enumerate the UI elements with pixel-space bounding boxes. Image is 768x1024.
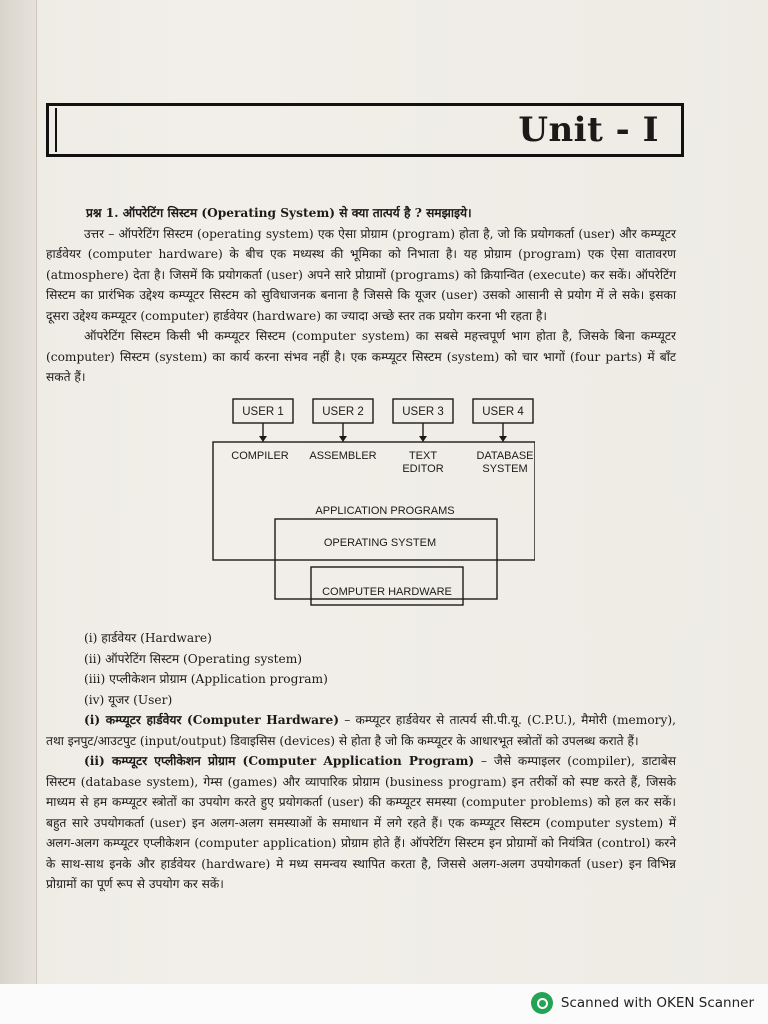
answer-paragraph-1: उत्तर – ऑपरेटिंग सिस्टम (operating system) एक ऐसा प्रोग्राम (program) होता है, जो कि प्रयोगकर्ता (user) और कम्प्यूटर हार्डवेयर (computer hardware) के बीच एक मध्यस्थ की भूमिका को निभाता है। यह प्रोग्राम (program) एक ऐसा वातावरण (atmosphere) देता है। जिसमें कि प्रयोगकर्ता (user) अपने सारे प्रोग्रामों (programs) को क्रियान्वित (execute) कर सकें। ऑपरेटिंग सिस्टम का प्रारंभिक उद्देश्य कम्प्यूटर सिस्टम को सुविधाजनक बनाना है जिससे कि यूजर (user) उसको आसानी से प्रयोग में ले सके। इसका दूसरा उद्देश्य कम्प्यूटर (computer) हार्डवेयर (hardware) का ज्यादा अच्छे स्तर तक प्रयोग करना भी रहता है। — [46, 226, 676, 323]
user-1-label: USER 1 — [242, 406, 284, 418]
computer-system-diagram — [205, 396, 535, 611]
question-answer-block — [46, 203, 676, 388]
software-label: COMPILER — [231, 450, 289, 462]
list-item: (iv) यूजर (User) — [84, 692, 173, 707]
application-section — [46, 751, 676, 895]
parts-list — [84, 628, 328, 710]
operating-system-label: OPERATING SYSTEM — [323, 537, 437, 549]
application-heading: (ii) कम्प्यूटर एप्लीकेशन प्रोग्राम (Computer Application Program) — [84, 754, 475, 768]
user-3-label: USER 3 — [402, 406, 444, 418]
hardware-heading: (i) कम्प्यूटर हार्डवेयर (Computer Hardware) — [84, 713, 339, 727]
question-heading: प्रश्न 1. ऑपरेटिंग सिस्टम (Operating System) से क्या तात्पर्य है ? समझाइये। — [86, 206, 472, 220]
unit-title: Unit - I — [518, 110, 659, 150]
scanner-watermark — [531, 992, 754, 1014]
software-label: TEXT EDITOR — [402, 450, 444, 475]
software-label: DATABASE SYSTEM — [476, 450, 534, 475]
oken-scanner-logo-icon — [531, 992, 553, 1014]
adjacent-page-edge — [0, 0, 37, 984]
answer-paragraph-2: ऑपरेटिंग सिस्टम किसी भी कम्प्यूटर सिस्टम (computer system) का सबसे महत्त्वपूर्ण भाग होता है, जिसके बिना कम्प्यूटर (computer) सिस्टम (system) का कार्य करना संभव नहीं है। एक कम्प्यूटर सिस्टम (system) को चार भागों (four parts) में बाँट सकते हैं। — [46, 329, 676, 384]
list-item: (iii) एप्लीकेशन प्रोग्राम (Application program) — [84, 672, 328, 686]
software-label: ASSEMBLER — [309, 450, 377, 462]
computer-hardware-label: COMPUTER HARDWARE — [322, 586, 452, 598]
application-programs-label: APPLICATION PROGRAMS — [315, 505, 455, 517]
list-item: (i) हार्डवेयर (Hardware) — [84, 631, 212, 645]
user-2-label: USER 2 — [322, 406, 364, 418]
hardware-text: – कम्प्यूटर हार्डवेयर से तात्पर्य सी.पी.यू. (C.P.U.), मैमोरी (memory), तथा इनपुट/आउटपुट (input/output) डिवाइसिस (devices) से होता है जो कि कम्प्यूटर के आधारभूत स्त्रोतों को उपलब्ध कराते हैं। — [46, 713, 676, 748]
list-item: (ii) ऑपरेटिंग सिस्टम (Operating system) — [84, 651, 303, 666]
user-4-label: USER 4 — [482, 406, 524, 418]
scanner-label: Scanned with OKEN Scanner — [560, 995, 754, 1011]
unit-header-box — [46, 103, 684, 157]
sections-block — [46, 710, 676, 895]
hardware-section — [46, 710, 676, 751]
header-left-rule — [55, 108, 57, 152]
application-text: – जैसे कम्पाइलर (compiler), डाटाबेस सिस्टम (database system), गेम्स (games) और व्यापारिक प्रोग्राम (business program) इन तरीकों को स्पष्ट करते हैं, जिसके माध्यम से हम कम्प्यूटर स्त्रोतों का उपयोग करते हुए प्रयोगकर्ता (user) की कम्प्यूटर समस्या (computer problems) को हल कर सकें। बहुत सारे उपयोगकर्ता (user) इन अलग-अलग समस्याओं के समाधान में लगे रहते हैं। एक कम्प्यूटर सिस्टम (computer system) में अलग-अलग कम्प्यूटर एप्लीकेशन (computer application) प्रोग्राम होते हैं। ऑपरेटिंग सिस्टम इन प्रोग्रामों को नियंत्रित (control) करने के साथ-साथ इनके और हार्डवेयर (hardware) मे मध्य समन्वय स्थापित करता है, जिससे अलग-अलग उपयोगकर्ता (user) इन विभिन्न प्रोग्रामों का पूर्ण रूप से उपयोग कर सकें। — [46, 754, 676, 891]
